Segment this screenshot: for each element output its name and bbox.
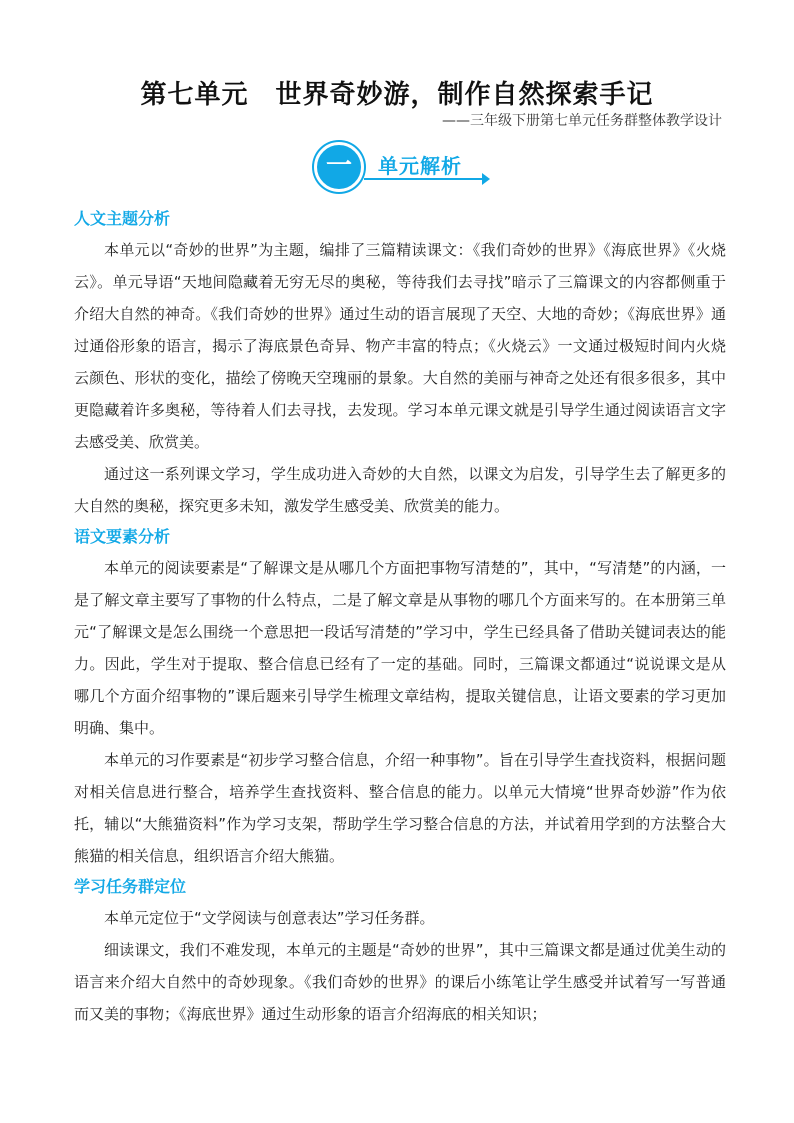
page-title: 第七单元 世界奇妙游，制作自然探索手记 bbox=[140, 80, 654, 110]
banner-number-badge: 一 bbox=[314, 142, 364, 192]
paragraph: 细读课文，我们不难发现，本单元的主题是“奇妙的世界”，其中三篇课文都是通过优美生动的语言来介绍大自然中的奇妙现象。《我们奇妙的世界》的课后小练笔让学生感受并试着写一写普通而又美的事物；《海底世界》通过生动形象的语言介绍海底的相关知识； bbox=[74, 941, 726, 1023]
section-heading-language-elements: 语文要素分析 bbox=[74, 527, 171, 546]
document-body bbox=[74, 204, 726, 1030]
arrow-right-icon bbox=[482, 173, 490, 185]
paragraph: 本单元以“奇妙的世界”为主题，编排了三篇精读课文：《我们奇妙的世界》《海底世界》《火烧云》。单元导语“天地间隐藏着无穷无尽的奥秘，等待我们去寻找”暗示了三篇课文的内容都侧重于介绍大自然的神奇。《我们奇妙的世界》通过生动的语言展现了天空、大地的奇妙；《海底世界》通过通俗形象的语言，揭示了海底景色奇异、物产丰富的特点；《火烧云》一文通过极短时间内火烧云颜色、形状的变化，描绘了傍晚天空瑰丽的景象。大自然的美丽与神奇之处还有很多很多，其中更隐藏着许多奥秘，等待着人们去寻找，去发现。学习本单元课文就是引导学生通过阅读语言文字去感受美、欣赏美。 bbox=[74, 241, 726, 451]
paragraph: 本单元的阅读要素是“了解课文是从哪几个方面把事物写清楚的”，其中，“写清楚”的内涵，一是了解文章主要写了事物的什么特点，二是了解文章是从事物的哪几个方面来写的。在本册第三单元“了解课文是怎么围绕一个意思把一段话写清楚的”学习中，学生已经具备了借助关键词表达的能力。因此，学生对于提取、整合信息已经有了一定的基础。同时，三篇课文都通过“说说课文是从哪几个方面介绍事物的”课后题来引导学生梳理文章结构，提取关键信息，让语文要素的学习更加明确、集中。 bbox=[74, 559, 726, 737]
paragraph: 本单元的习作要素是“初步学习整合信息，介绍一种事物”。旨在引导学生查找资料，根据问题对相关信息进行整合，培养学生查找资料、整合信息的能力。以单元大情境“世界奇妙游”作为依托，辅以“大熊猫资料”作为学习支架，帮助学生学习整合信息的方法，并试着用学到的方法整合大熊猫的相关信息，组织语言介绍大熊猫。 bbox=[74, 751, 726, 865]
paragraph: 本单元定位于“文学阅读与创意表达”学习任务群。 bbox=[104, 909, 435, 927]
section-banner bbox=[312, 140, 492, 192]
section-heading-task-group: 学习任务群定位 bbox=[74, 877, 187, 896]
section-heading-humanities: 人文主题分析 bbox=[74, 209, 171, 228]
page-subtitle: ——三年级下册第七单元任务群整体教学设计 bbox=[442, 113, 722, 129]
banner-label: 单元解析 bbox=[378, 154, 462, 178]
banner-underline bbox=[364, 178, 488, 180]
paragraph: 通过这一系列课文学习，学生成功进入奇妙的大自然，以课文为启发，引导学生去了解更多的大自然的奥秘，探究更多未知，激发学生感受美、欣赏美的能力。 bbox=[74, 465, 726, 515]
